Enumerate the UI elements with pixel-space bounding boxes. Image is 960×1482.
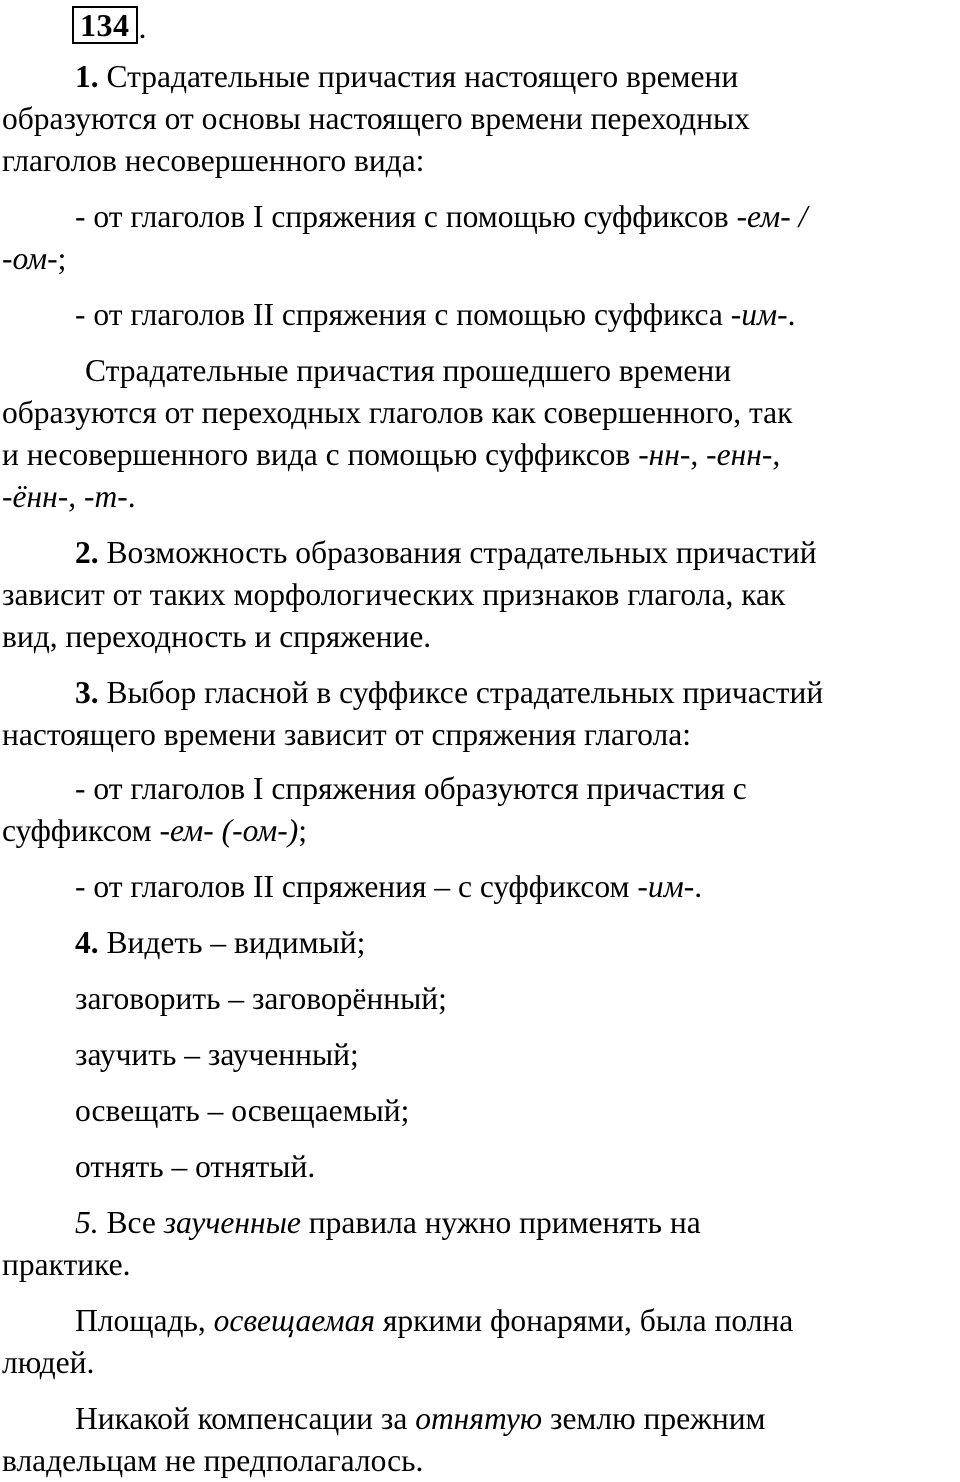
text-line [2, 476, 958, 518]
paragraph-5 [2, 1202, 958, 1244]
text-line: глаголов несовершенного вида: [2, 143, 425, 178]
item-number: 1. [75, 59, 99, 94]
paragraph-3a [2, 768, 958, 810]
text-span: Никакой компенсации за [75, 1401, 416, 1436]
paragraph-7 [2, 1398, 958, 1440]
item-number: 5. [75, 1205, 99, 1240]
document-body [2, 56, 958, 1482]
suffix-italic: -нн-, -енн-, [638, 437, 781, 472]
text-span: Площадь, [75, 1303, 214, 1338]
suffix-italic: -им- [637, 869, 695, 904]
suffix-italic: -ем- (-ом-) [159, 813, 299, 848]
text-span: - от глаголов II спряжения с помощью суффикса [75, 297, 731, 332]
text-span: . [127, 479, 136, 514]
paragraph-1a [2, 196, 958, 238]
text-line [2, 810, 958, 852]
task-number-box: 134 [72, 6, 138, 44]
suffix-italic: -им- [730, 297, 788, 332]
participle-italic: отнятую [415, 1401, 543, 1436]
text-line: владельцам не предполагалось. [2, 1443, 424, 1478]
text-line: образуются от основы настоящего времени переходных [2, 101, 750, 136]
paragraph-3b [2, 866, 958, 908]
word-pair-item: заговорить – заговорённый; [75, 981, 447, 1016]
word-pair-item: освещать – освещаемый; [75, 1093, 410, 1128]
text-span: . [787, 297, 796, 332]
item-number: 2. [75, 535, 99, 570]
paragraph-1c [2, 350, 958, 392]
text-span: и несовершенного вида с помощью суффиксов [2, 437, 639, 472]
item-number: 4. [75, 925, 99, 960]
paragraph-4 [2, 922, 958, 964]
text-line: Страдательные причастия настоящего времени [98, 59, 739, 94]
task-header [72, 4, 147, 44]
text-span: ; [298, 813, 308, 848]
text-span: - от глаголов II спряжения – с суффиксом [75, 869, 638, 904]
text-line: настоящего времени зависит от спряжения глагола: [2, 717, 691, 752]
text-span: ; [57, 241, 67, 276]
paragraph-1 [2, 56, 958, 98]
text-line: зависит от таких морфологических признаков глагола, как [2, 577, 786, 612]
suffix-italic: -ем- / [736, 199, 808, 234]
text-line: Страдательные причастия прошедшего времени [85, 353, 732, 388]
text-line: вид, переходность и спряжение. [2, 619, 432, 654]
participle-italic: освещаемая [213, 1303, 376, 1338]
text-span: Возможность образования страдательных причастий [98, 535, 817, 570]
paragraph-2 [2, 532, 958, 574]
text-span: . [694, 869, 703, 904]
word-pair-item: отнять – отнятый. [75, 1149, 316, 1184]
text-line [2, 434, 958, 476]
suffix-italic: -ённ-, -т- [2, 479, 128, 514]
text-span: Выбор гласной в суффиксе страдательных причастий [98, 675, 824, 710]
paragraph-3 [2, 672, 958, 714]
participle-italic: заученные [163, 1205, 301, 1240]
suffix-italic: -ом- [2, 241, 58, 276]
text-line [2, 238, 958, 280]
text-line: - от глаголов I спряжения образуются причастия с [75, 771, 747, 806]
text-line: образуются от переходных глаголов как совершенного, так [2, 395, 793, 430]
text-line: людей. [2, 1345, 95, 1380]
text-span: - от глаголов I спряжения с помощью суффиксов [75, 199, 737, 234]
paragraph-6 [2, 1300, 958, 1342]
text-span: правила нужно применять на [300, 1205, 701, 1240]
paragraph-1b [2, 294, 958, 336]
task-number-dot: . [138, 9, 147, 45]
text-span: суффиксом [2, 813, 160, 848]
item-number: 3. [75, 675, 99, 710]
word-pair-item: заучить – заученный; [75, 1037, 359, 1072]
text-span: землю прежним [542, 1401, 766, 1436]
text-span: Видеть – видимый; [98, 925, 366, 960]
text-span: яркими фонарями, была полна [375, 1303, 794, 1338]
text-line: практике. [2, 1247, 131, 1282]
text-span: Все [98, 1205, 164, 1240]
